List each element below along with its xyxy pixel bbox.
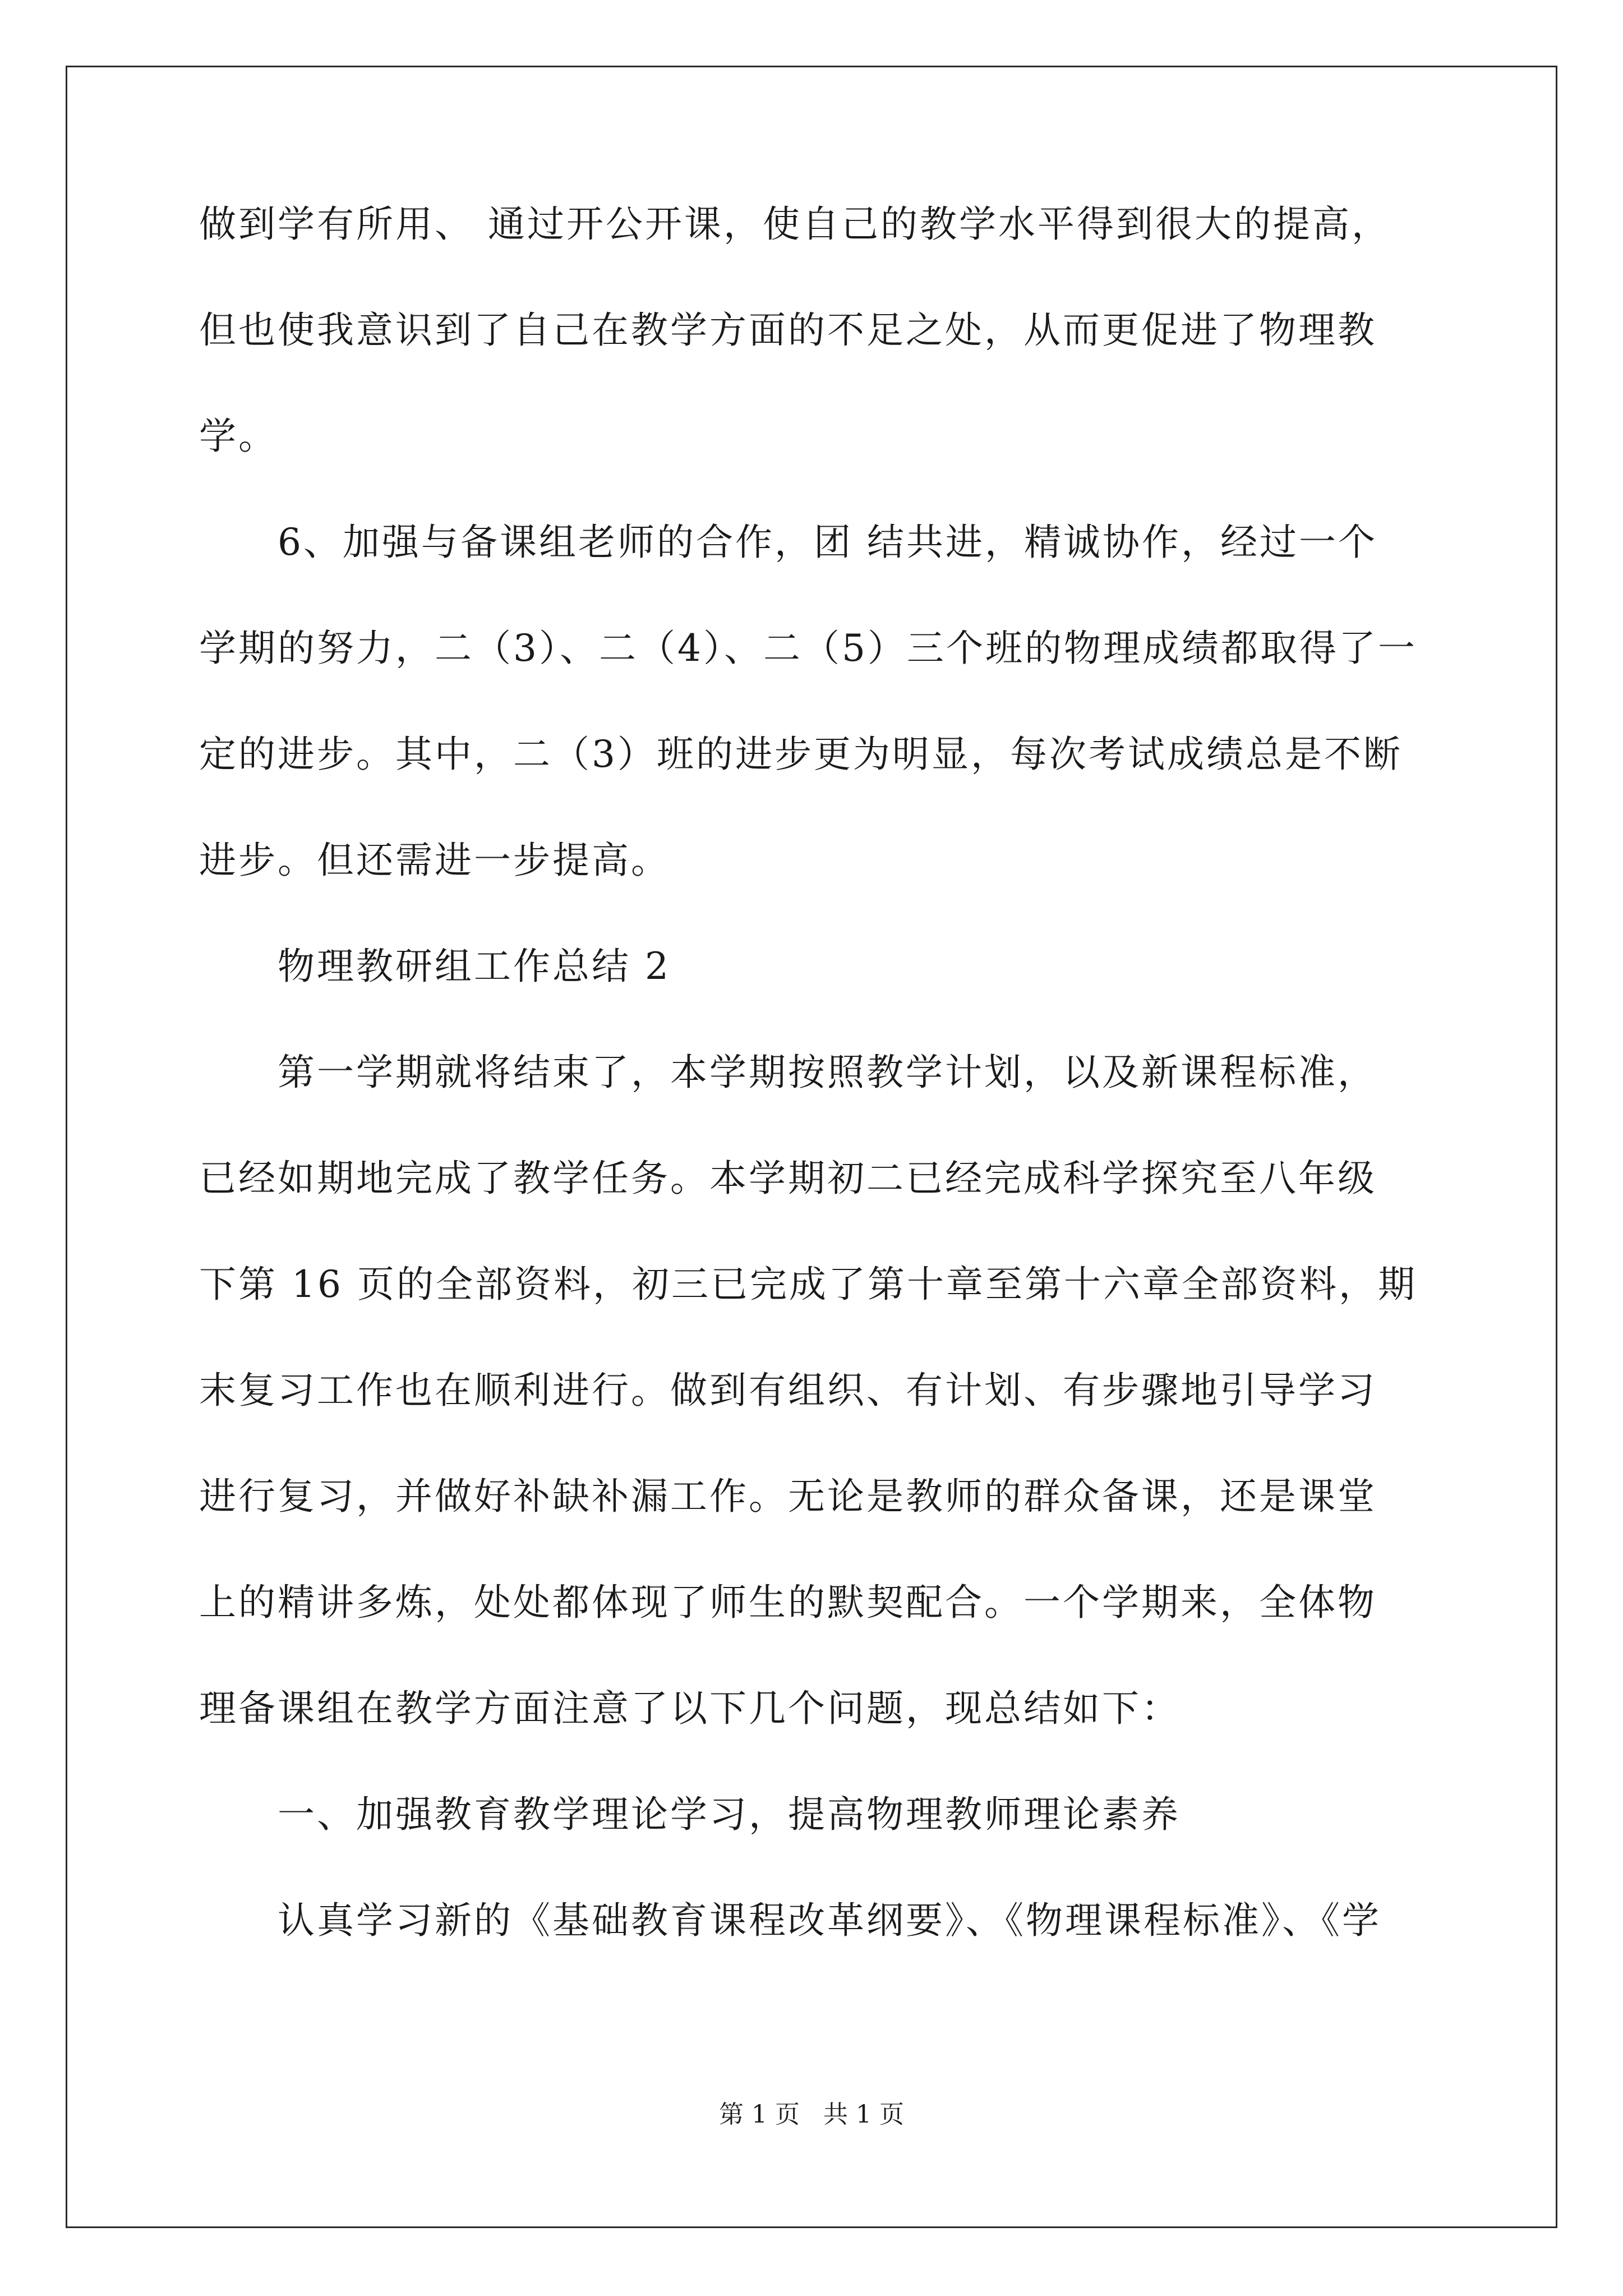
text-line: 学。 [199,415,278,458]
text-line: 进步。但还需进一步提高。 [199,839,670,882]
text-line: 下第 16 页的全部资料，初三已完成了第十章至第十六章全部资料，期 [199,1263,1417,1306]
section-title: 物理教研组工作总结 2 [278,945,671,988]
text-line: 上的精讲多炼，处处都体现了师生的默契配合。一个学期来，全体物 [199,1581,1377,1624]
text-line: 做到学有所用、 通过开公开课，使自己的教学水平得到很大的提高， [199,203,1391,246]
text-line: 学期的努力，二（3）、二（4）、二（5）三个班的物理成绩都取得了一 [199,627,1417,670]
text-line: 进行复习，并做好补缺补漏工作。无论是教师的群众备课，还是课堂 [199,1475,1377,1518]
subheading: 一、加强教育教学理论学习，提高物理教师理论素养 [278,1793,1181,1836]
text-line: 已经如期地完成了教学任务。本学期初二已经完成科学探究至八年级 [199,1157,1377,1200]
text-line: 第一学期就将结束了，本学期按照教学计划，以及新课程标准， [278,1051,1377,1094]
text-line: 末复习工作也在顺利进行。做到有组织、有计划、有步骤地引导学习 [199,1369,1377,1412]
text-line: 理备课组在教学方面注意了以下几个问题，现总结如下： [199,1687,1181,1730]
text-line: 认真学习新的《基础教育课程改革纲要》、《物理课程标准》、《学 [278,1899,1381,1942]
paragraph-line-6: 6、加强与备课组老师的合作，团 结共进，精诚协作，经过一个 [278,521,1377,564]
text-line: 但也使我意识到了自己在教学方面的不足之处，从而更促进了物理教 [199,309,1377,352]
page-footer: 第 1 页 共 1 页 [719,2100,904,2129]
text-line: 定的进步。其中，二（3）班的进步更为明显，每次考试成绩总是不断 [199,733,1403,776]
